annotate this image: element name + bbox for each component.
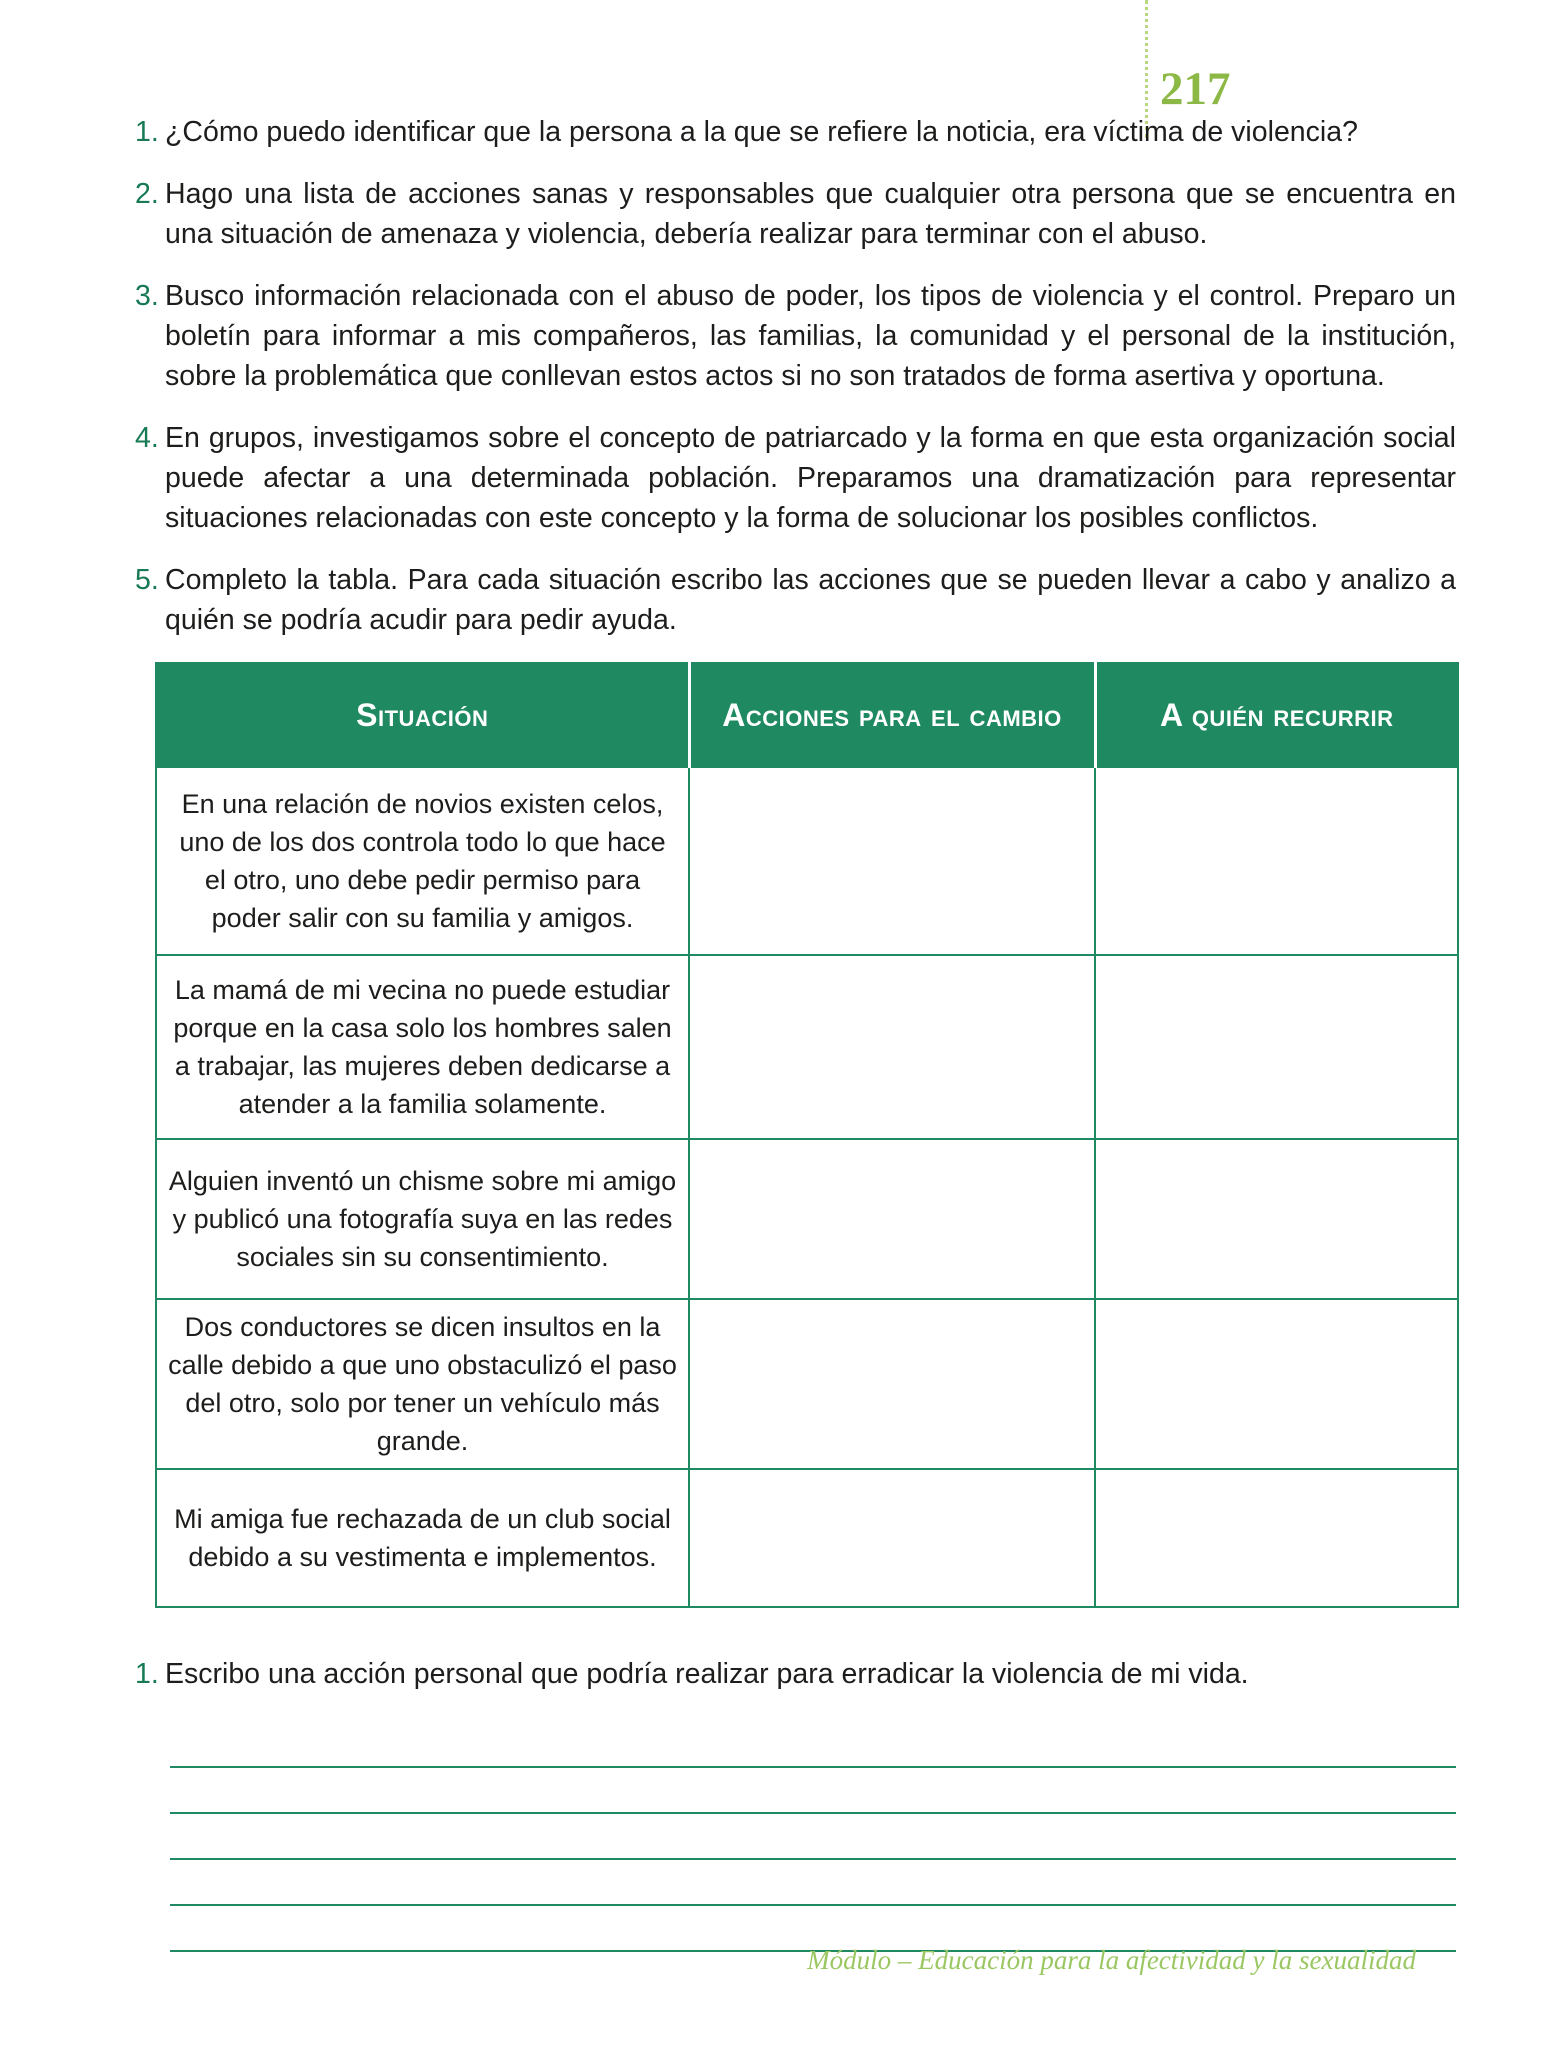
list-item-number: 1. xyxy=(135,1658,159,1690)
writing-line xyxy=(170,1768,1456,1814)
list-item-text: Busco información relacionada con el abuso de poder, los tipos de violencia y el control. Preparo un boletín para informar a mis compañeros, las familias, la comunidad y el personal de la institución, sobre la problemática que conllevan estos actos si no son tratados de forma asertiva y oportuna. xyxy=(165,280,1456,392)
list-item-text: Completo la tabla. Para cada situación escribo las acciones que se pueden llevar a cabo y analizo a quién se podría acudir para pedir ayuda. xyxy=(165,564,1456,636)
table-row xyxy=(156,955,1458,1139)
acciones-cell-empty xyxy=(689,1469,1095,1607)
list-item-3 xyxy=(135,276,1456,396)
situations-table xyxy=(155,662,1459,1608)
acciones-cell-empty xyxy=(689,1299,1095,1469)
list-item-number: 4. xyxy=(135,422,159,454)
list-item-number: 2. xyxy=(135,178,159,210)
writing-line xyxy=(170,1814,1456,1860)
writing-line xyxy=(170,1860,1456,1906)
page-footer: Módulo – Educación para la afectividad y la sexualidad xyxy=(807,1945,1416,1975)
table-row xyxy=(156,1469,1458,1607)
write-exercise-text: Escribo una acción personal que podría realizar para erradicar la violencia de mi vida. xyxy=(165,1658,1249,1690)
list-item-2 xyxy=(135,174,1456,254)
situation-cell: En una relación de novios existen celos, uno de los dos controla todo lo que hace el otro, uno debe pedir permiso para poder salir con su familia y amigos. xyxy=(156,767,689,955)
acciones-cell-empty xyxy=(689,767,1095,955)
writing-line xyxy=(170,1722,1456,1768)
situation-cell: Dos conductores se dicen insultos en la calle debido a que uno obstaculizó el paso del otro, solo por tener un vehículo más grande. xyxy=(156,1299,689,1469)
table-row xyxy=(156,1139,1458,1299)
writing-lines xyxy=(170,1722,1456,1952)
column-header-acciones: Acciones para el cambio xyxy=(689,663,1095,767)
acciones-cell-empty xyxy=(689,955,1095,1139)
recurrir-cell-empty xyxy=(1095,955,1458,1139)
write-exercise xyxy=(135,1654,1456,1694)
list-item-text: En grupos, investigamos sobre el concepto de patriarcado y la forma en que esta organización social puede afectar a una determinada población. Preparamos una dramatización para representar situaciones relacionadas con este concepto y la forma de solucionar los posibles conflictos. xyxy=(165,422,1456,534)
page-content xyxy=(135,112,1456,1952)
list-item-number: 1. xyxy=(135,116,159,148)
list-item-4 xyxy=(135,418,1456,538)
list-item-5 xyxy=(135,560,1456,640)
situation-cell: Alguien inventó un chisme sobre mi amigo y publicó una fotografía suya en las redes sociales sin su consentimiento. xyxy=(156,1139,689,1299)
list-item-number: 3. xyxy=(135,280,159,312)
column-header-recurrir: A quién recurrir xyxy=(1095,663,1458,767)
table-row xyxy=(156,1299,1458,1469)
recurrir-cell-empty xyxy=(1095,767,1458,955)
list-item-text: Hago una lista de acciones sanas y responsables que cualquier otra persona que se encuentra en una situación de amenaza y violencia, debería realizar para terminar con el abuso. xyxy=(165,178,1456,250)
recurrir-cell-empty xyxy=(1095,1139,1458,1299)
situation-cell: Mi amiga fue rechazada de un club social debido a su vestimenta e implementos. xyxy=(156,1469,689,1607)
recurrir-cell-empty xyxy=(1095,1469,1458,1607)
column-header-situacion: Situación xyxy=(156,663,689,767)
list-item-1 xyxy=(135,112,1456,152)
table-row xyxy=(156,767,1458,955)
acciones-cell-empty xyxy=(689,1139,1095,1299)
list-item-text: ¿Cómo puedo identificar que la persona a la que se refiere la noticia, era víctima de violencia? xyxy=(165,116,1358,148)
table-header-row xyxy=(156,663,1458,767)
recurrir-cell-empty xyxy=(1095,1299,1458,1469)
situation-cell: La mamá de mi vecina no puede estudiar porque en la casa solo los hombres salen a trabajar, las mujeres deben dedicarse a atender a la familia solamente. xyxy=(156,955,689,1139)
page-number: 217 xyxy=(1160,63,1231,115)
list-item-number: 5. xyxy=(135,564,159,596)
